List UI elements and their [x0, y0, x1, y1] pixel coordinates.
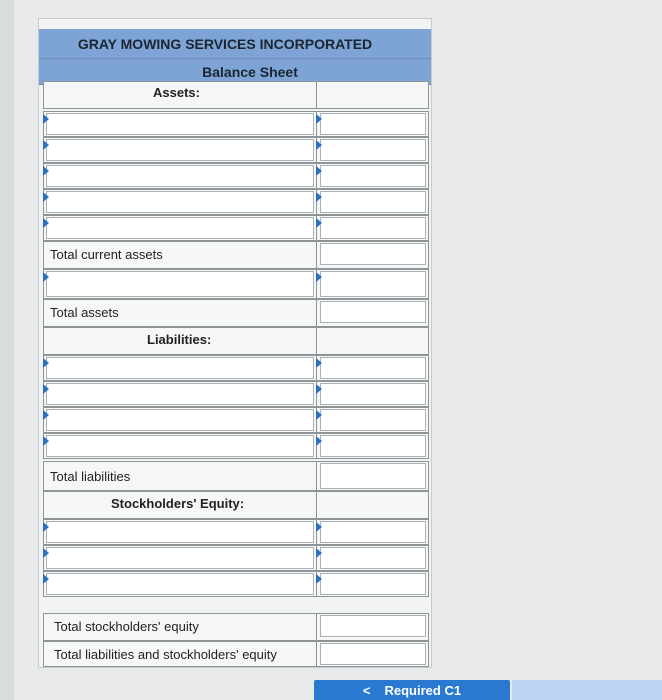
dropdown-marker-icon	[43, 192, 49, 202]
dropdown-marker-icon	[43, 166, 49, 176]
liability-row-2	[43, 381, 429, 407]
total-current-assets-input[interactable]	[320, 243, 426, 265]
asset-row-2	[43, 137, 429, 163]
company-name: GRAY MOWING SERVICES INCORPORATED	[77, 35, 373, 52]
asset-row-4	[43, 189, 429, 215]
dropdown-marker-icon	[316, 192, 322, 202]
asset-account-select[interactable]	[46, 271, 314, 297]
total-liabilities-input[interactable]	[320, 463, 426, 489]
dropdown-marker-icon	[316, 410, 322, 420]
asset-account-select[interactable]	[46, 165, 314, 187]
dropdown-marker-icon	[316, 358, 322, 368]
asset-amount-input[interactable]	[320, 191, 426, 213]
dropdown-marker-icon	[43, 410, 49, 420]
total-equity-row	[43, 613, 429, 641]
dropdown-marker-icon	[316, 166, 322, 176]
asset-amount-input[interactable]	[320, 271, 426, 297]
dropdown-marker-icon	[316, 218, 322, 228]
equity-amount-input[interactable]	[320, 521, 426, 543]
total-liabilities-equity-label: Total liabilities and stockholders' equity	[54, 647, 277, 662]
dropdown-marker-icon	[43, 384, 49, 394]
total-assets-input[interactable]	[320, 301, 426, 323]
liability-account-select[interactable]	[46, 409, 314, 431]
dropdown-marker-icon	[316, 522, 322, 532]
asset-row-6	[43, 269, 429, 299]
equity-account-select[interactable]	[46, 521, 314, 543]
liability-account-select[interactable]	[46, 435, 314, 457]
total-equity-input[interactable]	[320, 615, 426, 637]
balance-sheet-worksheet	[38, 18, 432, 668]
total-current-assets-row	[43, 241, 429, 269]
liability-row-3	[43, 407, 429, 433]
asset-amount-input[interactable]	[320, 165, 426, 187]
equity-row-1	[43, 519, 429, 545]
statement-title: Balance Sheet	[202, 63, 298, 80]
assets-header-row	[43, 81, 429, 109]
asset-row-5	[43, 215, 429, 241]
liabilities-section-label: Liabilities:	[147, 332, 212, 347]
asset-amount-input[interactable]	[320, 139, 426, 161]
liability-amount-input[interactable]	[320, 435, 426, 457]
equity-amount-input[interactable]	[320, 547, 426, 569]
dropdown-marker-icon	[316, 384, 322, 394]
page-edge	[0, 0, 14, 700]
asset-row-1	[43, 111, 429, 137]
total-equity-label: Total stockholders' equity	[54, 619, 199, 634]
equity-amount-input[interactable]	[320, 573, 426, 595]
dropdown-marker-icon	[316, 436, 322, 446]
dropdown-marker-icon	[43, 574, 49, 584]
asset-account-select[interactable]	[46, 113, 314, 135]
liability-row-4	[43, 433, 429, 459]
liability-account-select[interactable]	[46, 357, 314, 379]
equity-section-label: Stockholders' Equity:	[111, 496, 245, 511]
asset-row-3	[43, 163, 429, 189]
total-liabilities-row	[43, 461, 429, 491]
dropdown-marker-icon	[43, 218, 49, 228]
liability-row-1	[43, 355, 429, 381]
total-current-assets-label: Total current assets	[50, 247, 163, 262]
dropdown-marker-icon	[316, 548, 322, 558]
dropdown-marker-icon	[43, 358, 49, 368]
total-assets-label: Total assets	[50, 305, 119, 320]
liability-amount-input[interactable]	[320, 409, 426, 431]
asset-amount-input[interactable]	[320, 113, 426, 135]
liability-amount-input[interactable]	[320, 383, 426, 405]
asset-amount-input[interactable]	[320, 217, 426, 239]
dropdown-marker-icon	[43, 522, 49, 532]
asset-account-select[interactable]	[46, 191, 314, 213]
equity-row-3	[43, 571, 429, 597]
chevron-left-icon: <	[362, 682, 371, 698]
total-liabilities-equity-row	[43, 641, 429, 667]
required-c1-button[interactable]	[314, 680, 510, 700]
asset-account-select[interactable]	[46, 139, 314, 161]
liability-amount-input[interactable]	[320, 357, 426, 379]
asset-account-select[interactable]	[46, 217, 314, 239]
total-assets-row	[43, 299, 429, 327]
dropdown-marker-icon	[43, 436, 49, 446]
equity-row-2	[43, 545, 429, 571]
liability-account-select[interactable]	[46, 383, 314, 405]
dropdown-marker-icon	[43, 548, 49, 558]
assets-section-label: Assets:	[153, 85, 200, 100]
dropdown-marker-icon	[316, 272, 322, 282]
dropdown-marker-icon	[316, 114, 322, 124]
dropdown-marker-icon	[43, 272, 49, 282]
dropdown-marker-icon	[43, 114, 49, 124]
required-c1-label: Required C1	[384, 682, 462, 698]
liabilities-header-row	[43, 327, 429, 355]
dropdown-marker-icon	[43, 140, 49, 150]
total-liabilities-label: Total liabilities	[50, 469, 131, 484]
next-button[interactable]	[512, 680, 662, 700]
total-liabilities-equity-input[interactable]	[320, 643, 426, 665]
dropdown-marker-icon	[316, 140, 322, 150]
company-name-header	[39, 29, 431, 59]
equity-account-select[interactable]	[46, 547, 314, 569]
dropdown-marker-icon	[316, 574, 322, 584]
equity-account-select[interactable]	[46, 573, 314, 595]
